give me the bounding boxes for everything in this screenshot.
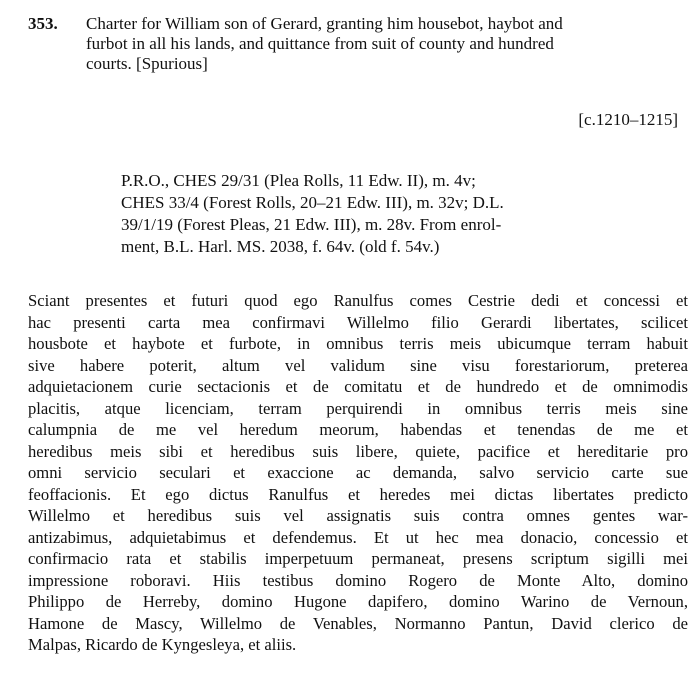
charter-line: housbote et haybote et furbote, in omnibus terris meis ubicumque terram habuit [28, 334, 688, 353]
charter-line: Sciant presentes et futuri quod ego Ranulfus comes Cestrie dedi et concessi et [28, 291, 688, 310]
source-line: ment, B.L. Harl. MS. 2038, f. 64v. (old f. 54v.) [121, 237, 440, 256]
entry-title-line: Charter for William son of Gerard, granting him housebot, haybot and [86, 14, 563, 33]
charter-line: Philippo de Herreby, domino Hugone dapifero, domino Warino de Vernoun, [28, 592, 688, 611]
charter-line: feoffacionis. Et ego dictus Ranulfus et heredes mei dictas libertates predicto [28, 484, 688, 504]
charter-line: hac presenti carta mea confirmavi Willelmo filio Gerardi libertates, scilicet [28, 312, 688, 332]
charter-line: omni servicio seculari et exaccione ac demanda, salvo servicio carte sue [28, 463, 688, 482]
source-line: CHES 33/4 (Forest Rolls, 20–21 Edw. III), m. 32v; D.L. [121, 193, 504, 212]
charter-line: adquietacionem curie sectacionis et de comitatu et de hundredo et de omnimodis [28, 377, 688, 396]
charter-line: confirmacio rata et stabilis imperpetuum permaneat, presens scriptum sigilli mei [28, 549, 688, 568]
entry-title [86, 14, 688, 74]
charter-line: Willelmo et heredibus suis vel assignatis suis contra omnes gentes war- [28, 506, 688, 525]
charter-line: Hamone de Mascy, Willelmo de Venables, Normanno Pantun, David clerico de [28, 613, 688, 633]
entry-number: 353. [28, 14, 58, 33]
charter-line: antizabimus, adquietabimus et defendemus. Et ut hec mea donacio, concessio et [28, 527, 688, 547]
charter-line: placitis, atque licenciam, terram perquirendi in omnibus terris meis sine [28, 398, 688, 418]
source-references [121, 170, 621, 258]
charter-line: heredibus meis sibi et heredibus suis libere, quiete, pacifice et hereditarie pro [28, 441, 688, 461]
charter-date: [c.1210–1215] [578, 110, 678, 129]
entry-title-line: furbot in all his lands, and quittance from suit of county and hundred [86, 34, 554, 53]
source-line: P.R.O., CHES 29/31 (Plea Rolls, 11 Edw. II), m. 4v; [121, 171, 476, 190]
charter-line: sive habere poterit, altum vel validum sine visu forestariorum, preterea [28, 355, 688, 375]
charter-line: calumpnia de me vel heredum meorum, habendas et tenendas de me et [28, 420, 688, 439]
charter-line: Malpas, Ricardo de Kyngesleya, et aliis. [28, 635, 297, 654]
charter-line: impressione roboravi. Hiis testibus domino Rogero de Monte Alto, domino [28, 570, 688, 590]
charter-latin-text [28, 290, 688, 656]
source-line: 39/1/19 (Forest Pleas, 21 Edw. III), m. 28v. From enrol- [121, 215, 502, 234]
entry-title-line: courts. [Spurious] [86, 54, 208, 73]
